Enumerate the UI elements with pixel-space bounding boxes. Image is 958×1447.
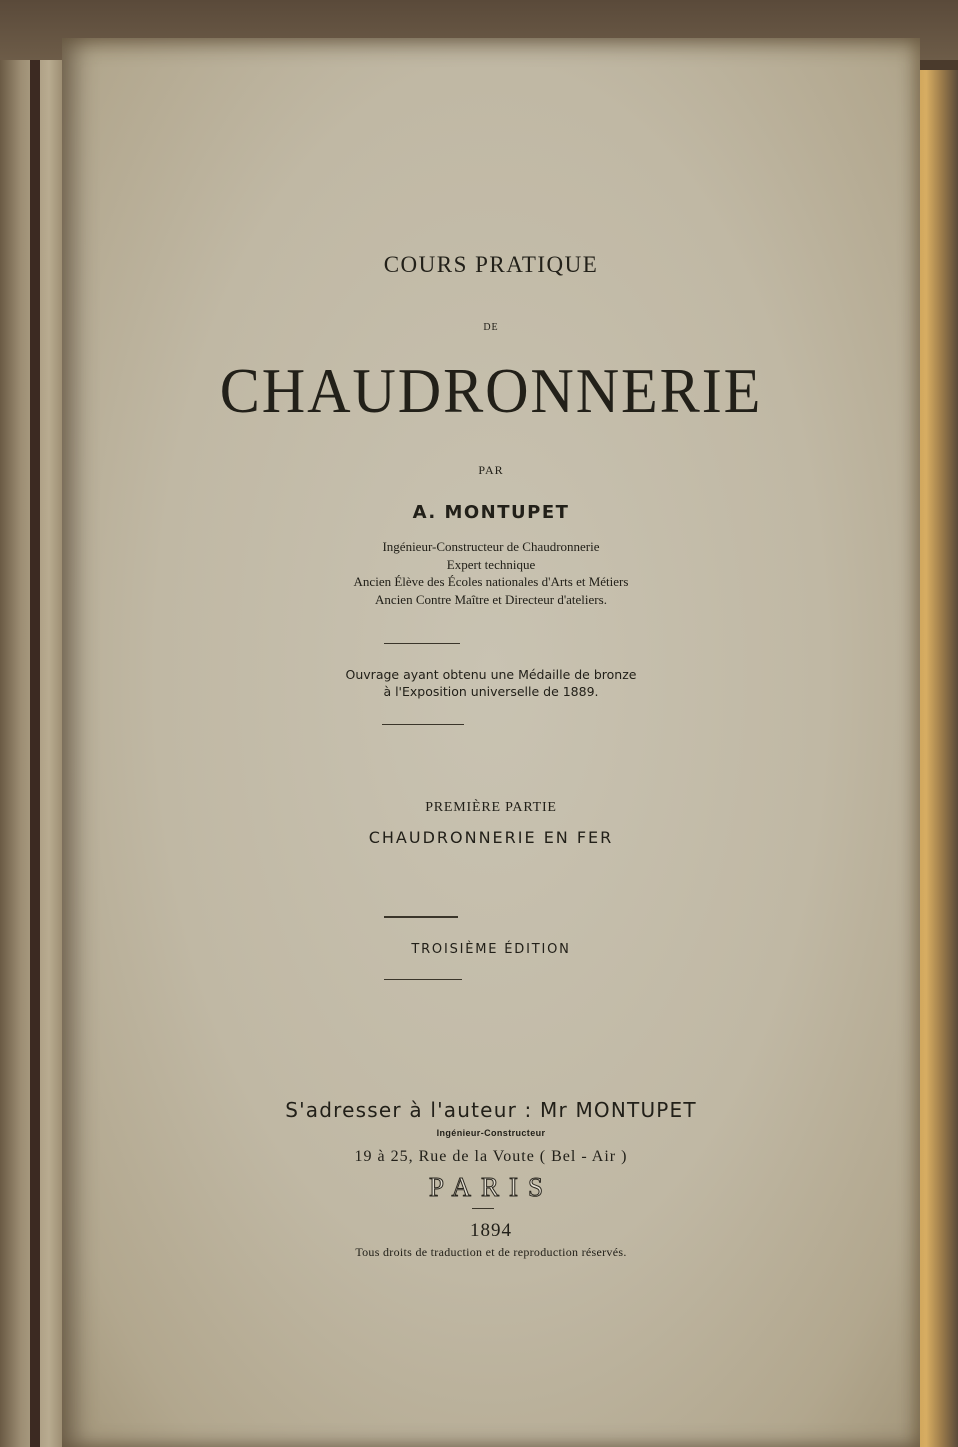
city-name: PARIS	[428, 1172, 554, 1202]
credential-line: Ancien Élève des Écoles nationales d'Arts et Métiers	[353, 574, 629, 589]
publication-year: 1894	[470, 1220, 512, 1241]
author-credentials	[62, 538, 920, 608]
title-page	[62, 38, 920, 1447]
part-label: PREMIÈRE PARTIE	[425, 800, 557, 815]
author-name: A. MONTUPET	[412, 502, 570, 523]
title-line-1: COURS PRATIQUE	[383, 252, 599, 277]
street-address: 19 à 25, Rue de la Voute ( Bel - Air )	[354, 1148, 628, 1165]
title-line-2: DE	[483, 322, 499, 333]
divider-rule	[384, 979, 462, 980]
award-note	[62, 666, 920, 700]
award-line: Ouvrage ayant obtenu une Médaille de bronze	[345, 667, 637, 682]
divider-rule	[384, 643, 460, 644]
main-title: CHAUDRONNERIE	[219, 355, 763, 426]
edition-label: TROISIÈME ÉDITION	[411, 942, 571, 957]
by-label: PAR	[478, 463, 504, 477]
credential-line: Ancien Contre Maître et Directeur d'ateliers.	[375, 591, 607, 607]
credential-line: Expert technique	[446, 556, 536, 572]
address-line: S'adresser à l'auteur : Mr MONTUPET	[285, 1098, 697, 1122]
address-subtitle: Ingénieur-Constructeur	[436, 1128, 546, 1138]
part-title: CHAUDRONNERIE EN FER	[368, 828, 614, 847]
award-line: à l'Exposition universelle de 1889.	[383, 684, 599, 699]
divider-rule	[472, 1208, 494, 1209]
rights-notice: Tous droits de traduction et de reproduction réservés.	[355, 1245, 627, 1259]
divider-rule	[382, 724, 464, 725]
divider-rule	[384, 916, 458, 918]
credential-line: Ingénieur-Constructeur de Chaudronnerie	[382, 539, 600, 554]
left-binding	[30, 60, 40, 1447]
